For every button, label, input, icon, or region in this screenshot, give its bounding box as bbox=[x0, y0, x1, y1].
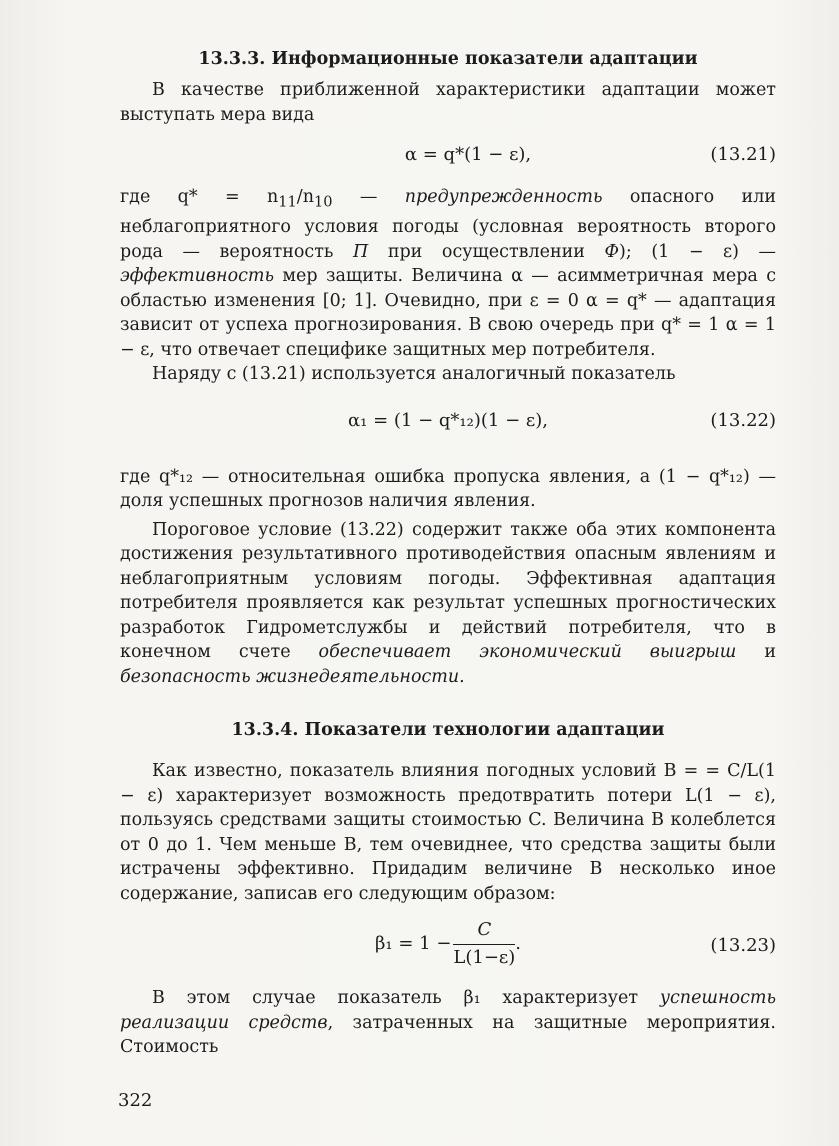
paragraph: В качестве приближенной характеристики адаптации может выступать мера вида bbox=[120, 80, 776, 125]
text-run: , затраченных на защитные мероприятия. Стоимость bbox=[120, 1012, 776, 1057]
page-number: 322 bbox=[118, 1090, 153, 1111]
emphasis: предупрежденность bbox=[404, 187, 603, 207]
formula-number: (13.23) bbox=[710, 935, 776, 956]
subscript: 11 bbox=[278, 193, 297, 211]
formula-13-21 bbox=[120, 135, 776, 175]
text-run: где q* = n bbox=[120, 187, 279, 207]
text-run: и bbox=[736, 642, 776, 662]
fraction-numerator: C bbox=[453, 918, 515, 945]
formula-tail: . bbox=[515, 932, 521, 954]
paragraph: Как известно, показатель влияния погодных условий B = = C/L(1 − ε) характеризует возможность предотвратить потери L(1 − ε), пользуясь средствами защиты стоимостью C. Величина B колеблется от 0 до 1. Чем меньше B, тем очевиднее, что средства защиты были истрачены эффективно. Придадим величине B несколько иное содержание, записав его следующим образом: bbox=[120, 761, 776, 904]
formula-13-22 bbox=[120, 401, 776, 445]
paragraph bbox=[120, 518, 776, 690]
subscript: 10 bbox=[313, 193, 333, 211]
formula-expression: α₁ = (1 − q*₁₂)(1 − ε), bbox=[348, 409, 548, 431]
text-run: В этом случае показатель β₁ характеризует bbox=[152, 988, 660, 1008]
text-run: ); (1 − ε) — bbox=[619, 241, 777, 262]
fraction-denominator: L(1−ε) bbox=[453, 946, 516, 968]
emphasis: П bbox=[353, 241, 369, 262]
formula-lhs: β₁ = 1 − bbox=[375, 932, 452, 954]
text-run: опасного или неблагоприятного условия погоды (условная вероятность второго рода — вероятность bbox=[120, 187, 776, 262]
paragraph bbox=[120, 185, 776, 362]
page-content bbox=[120, 46, 776, 1060]
formula-expression bbox=[120, 918, 776, 970]
section-heading: 13.3.4. Показатели технологии адаптации bbox=[231, 720, 665, 740]
emphasis: безопасность жизнедеятельности bbox=[120, 666, 460, 687]
paragraph: Наряду с (13.21) используется аналогичный показатель bbox=[152, 364, 676, 384]
section-heading: 13.3.3. Информационные показатели адаптации bbox=[198, 49, 698, 69]
text-run: мер защиты. Величина α — асимметричная мера с областью изменения [0; 1]. Очевидно, при ε = 0 α = q* — адаптация зависит от успеха прогнозирования. В свою очередь при q* = 1 α = 1 − ε, что отвечает специфике защитных мер потребителя. bbox=[120, 266, 776, 360]
formula-number: (13.21) bbox=[710, 144, 776, 165]
formula-number: (13.22) bbox=[710, 409, 776, 431]
formula-13-23 bbox=[120, 916, 776, 974]
text-run: . bbox=[459, 666, 465, 687]
emphasis: обеспечивает экономический выигрыш bbox=[318, 642, 737, 662]
emphasis: эффективность bbox=[120, 266, 275, 286]
text-run: — bbox=[332, 187, 405, 207]
emphasis: Ф bbox=[604, 241, 620, 262]
emphasis: успешность реализации средств bbox=[120, 988, 776, 1033]
text-run: Пороговое условие (13.22) содержит также оба этих компонента достижения результативного противодействия опасным явлениям и неблагоприятным условиям погоды. Эффективная адаптация потребителя проявляется как результат успешных прогностических разработок Гидрометслужбы и действий потребителя, что в конечном счете bbox=[120, 519, 776, 662]
text-run: при осуществлении bbox=[368, 241, 605, 262]
text-run: /n bbox=[296, 187, 314, 207]
paragraph bbox=[120, 986, 776, 1060]
paragraph: где q*₁₂ — относительная ошибка пропуска явления, а (1 − q*₁₂) — доля успешных прогнозов наличия явления. bbox=[120, 466, 776, 511]
formula-expression: α = q*(1 − ε), bbox=[404, 144, 532, 165]
fraction bbox=[453, 918, 515, 970]
